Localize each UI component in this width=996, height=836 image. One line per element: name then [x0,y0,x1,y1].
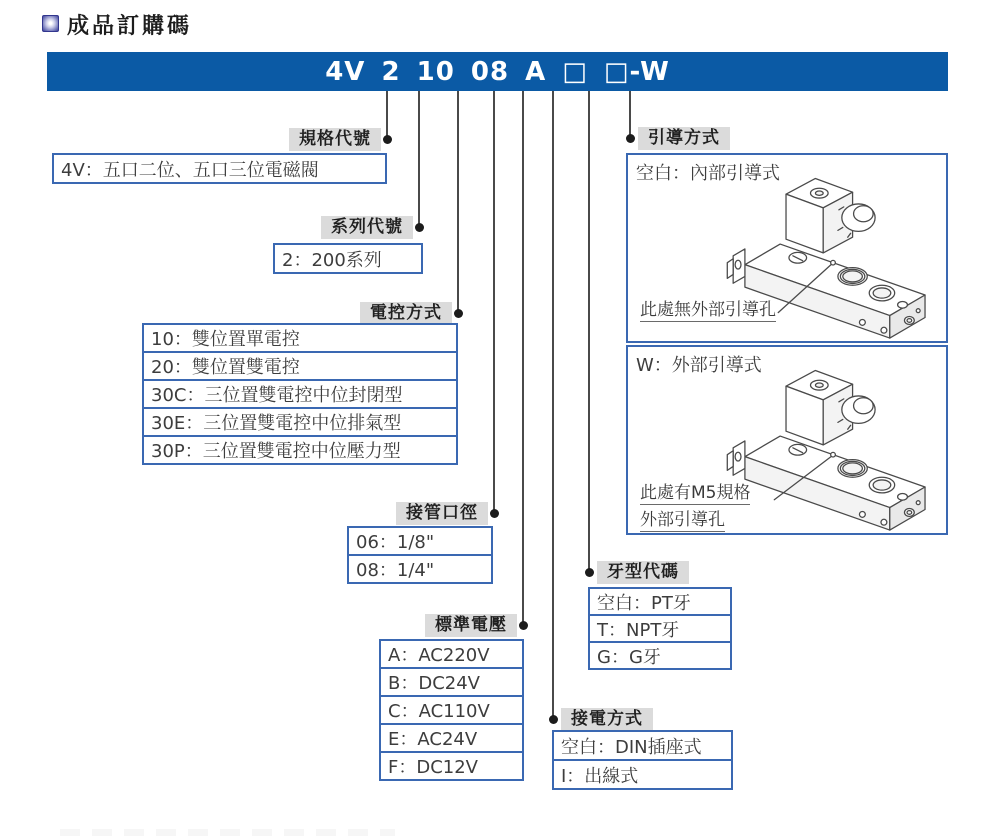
connector-dot-voltage [519,621,528,630]
connector-line-spec [386,91,388,139]
pilot-external-note-line1: 此處有M5規格 [640,478,750,505]
spec-options [52,153,387,184]
connector-dot-wiring [549,715,558,724]
connector-line-pilot [629,91,631,138]
connector-dot-control [454,309,463,318]
connector-dot-pilot [626,134,635,143]
ordering-code-text: 4V 2 10 08 A □ □-W [325,56,670,87]
label-voltage: 標準電壓 [425,614,517,637]
voltage-option: E：AC24V [379,723,524,753]
spec-option: 4V：五口二位、五口三位電磁閥 [52,153,387,184]
label-control: 電控方式 [360,302,452,325]
pilot-internal-box [626,153,948,343]
series-options [273,243,423,274]
connector-dot-spec [383,135,392,144]
pilot-internal-title: 空白：內部引導式 [636,163,780,184]
voltage-option: A：AC220V [379,639,524,669]
voltage-option: F：DC12V [379,751,524,781]
label-spec: 規格代號 [289,128,381,151]
page-title: 成品訂購碼 [67,14,193,39]
connector-line-voltage [522,91,524,625]
connector-line-thread [588,91,590,572]
label-wiring: 接電方式 [561,708,653,731]
wiring-options [552,730,733,790]
pilot-internal-note: 此處無外部引導孔 [640,295,776,322]
wiring-option: 空白：DIN插座式 [552,730,733,761]
control-option: 30P：三位置雙電控中位壓力型 [142,435,458,465]
label-series: 系列代號 [321,216,413,239]
series-option: 2：200系列 [273,243,423,274]
voltage-options [379,639,524,781]
connector-dot-port [490,509,499,518]
connector-line-series [418,91,420,227]
cropped-next-section-remnant [60,829,395,836]
label-thread: 牙型代碼 [597,561,689,584]
connector-dot-series [415,223,424,232]
connector-line-control [457,91,459,313]
thread-option: T：NPT牙 [588,614,732,643]
port-option: 08：1/4" [347,554,493,584]
voltage-option: C：AC110V [379,695,524,725]
connector-dot-thread [585,568,594,577]
thread-option: G：G牙 [588,641,732,670]
section-bullet-icon [42,15,59,32]
control-option: 20：雙位置雙電控 [142,351,458,381]
wiring-option: I：出線式 [552,759,733,790]
pilot-external-note-line2: 外部引導孔 [640,505,725,532]
port-option: 06：1/8" [347,526,493,556]
control-option: 30C：三位置雙電控中位封閉型 [142,379,458,409]
control-options [142,323,458,465]
connector-line-port [493,91,495,513]
thread-options [588,587,732,670]
control-option: 10：雙位置單電控 [142,323,458,353]
ordering-code-bar [47,52,948,91]
thread-option: 空白：PT牙 [588,587,732,616]
pilot-external-box [626,345,948,535]
port-options [347,526,493,584]
label-port: 接管口徑 [396,502,488,525]
label-pilot: 引導方式 [638,127,730,150]
voltage-option: B：DC24V [379,667,524,697]
control-option: 30E：三位置雙電控中位排氣型 [142,407,458,437]
pilot-external-title: W：外部引導式 [636,355,762,376]
connector-line-wiring [552,91,554,719]
